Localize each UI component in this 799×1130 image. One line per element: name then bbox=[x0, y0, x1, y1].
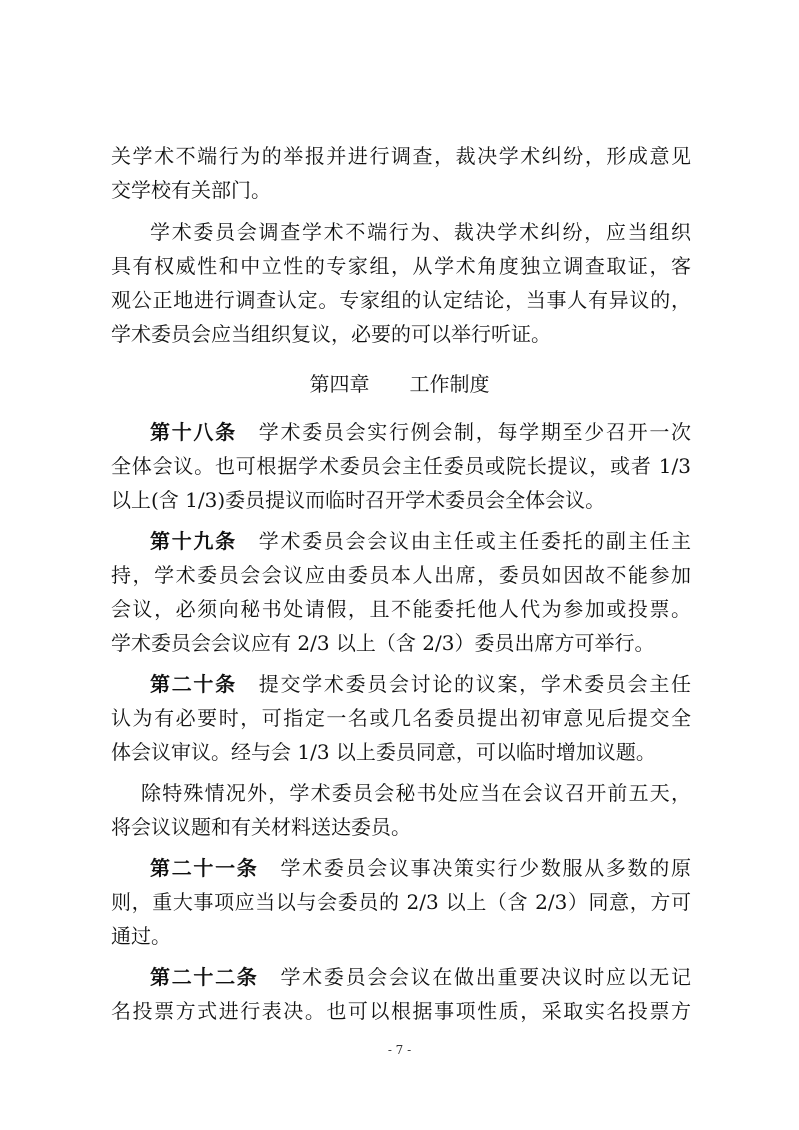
article-18-first-line bbox=[150, 418, 691, 446]
article-text: 提交学术委员会讨论的议案，学术委员会主任 bbox=[258, 672, 692, 696]
chapter-heading bbox=[0, 370, 799, 398]
article-21-first-line bbox=[150, 854, 691, 882]
page-number: - 7 - bbox=[387, 1043, 412, 1057]
paragraph-line: 交学校有关部门。 bbox=[111, 178, 271, 202]
article-text: 学术委员会议事决策实行少数服从多数的原 bbox=[280, 856, 692, 880]
paragraph-line: 除特殊情况外，学术委员会秘书处应当在会议召开前五天， bbox=[141, 781, 691, 805]
paragraph-line: 全体会议。也可根据学术委员会主任委员或院长提议，或者 1/3 bbox=[111, 454, 691, 478]
article-label: 第十八条 bbox=[150, 420, 237, 444]
paragraph-line: 名投票方式进行表决。也可以根据事项性质，采取实名投票方 bbox=[111, 999, 691, 1023]
article-label: 第二十条 bbox=[150, 672, 237, 696]
article-label: 第十九条 bbox=[150, 529, 237, 553]
article-text: 学术委员会会议在做出重要决议时应以无记 bbox=[280, 965, 692, 989]
paragraph-line: 通过。 bbox=[111, 924, 171, 948]
chapter-title: 工作制度 bbox=[409, 372, 490, 396]
paragraph-line: 学术委员会调查学术不端行为、裁决学术纠纷，应当组织 bbox=[150, 220, 691, 244]
paragraph-line: 认为有必要时，可指定一名或几名委员提出初审意见后提交全 bbox=[111, 706, 691, 730]
article-label: 第二十一条 bbox=[150, 856, 259, 880]
article-text: 学术委员会实行例会制，每学期至少召开一次 bbox=[258, 420, 692, 444]
paragraph-line: 体会议审议。经与会 1/3 以上委员同意，可以临时增加议题。 bbox=[111, 740, 656, 764]
article-text: 学术委员会会议由主任或主任委托的副主任主 bbox=[258, 529, 692, 553]
article-20-first-line bbox=[150, 670, 691, 698]
paragraph-line: 学术委员会会议应有 2/3 以上（含 2/3）委员出席方可举行。 bbox=[111, 631, 655, 655]
paragraph-line: 关学术不端行为的举报并进行调查，裁决学术纠纷，形成意见 bbox=[111, 144, 691, 168]
paragraph-line: 则，重大事项应当以与会委员的 2/3 以上（含 2/3）同意，方可 bbox=[111, 890, 691, 914]
paragraph-line: 观公正地进行调查认定。专家组的认定结论，当事人有异议的， bbox=[111, 288, 691, 312]
article-label: 第二十二条 bbox=[150, 965, 259, 989]
paragraph-line: 将会议议题和有关材料送达委员。 bbox=[111, 815, 411, 839]
paragraph-line: 具有权威性和中立性的专家组，从学术角度独立调查取证，客 bbox=[111, 254, 691, 278]
paragraph-line: 学术委员会应当组织复议，必要的可以举行听证。 bbox=[111, 322, 551, 346]
paragraph-line: 持，学术委员会会议应由委员本人出席，委员如因故不能参加 bbox=[111, 563, 691, 587]
paragraph-line: 以上(含 1/3)委员提议而临时召开学术委员会全体会议。 bbox=[111, 488, 606, 512]
paragraph-line: 会议，必须向秘书处请假，且不能委托他人代为参加或投票。 bbox=[111, 597, 691, 621]
article-19-first-line bbox=[150, 527, 691, 555]
chapter-number: 第四章 bbox=[309, 372, 370, 396]
article-22-first-line bbox=[150, 963, 691, 991]
